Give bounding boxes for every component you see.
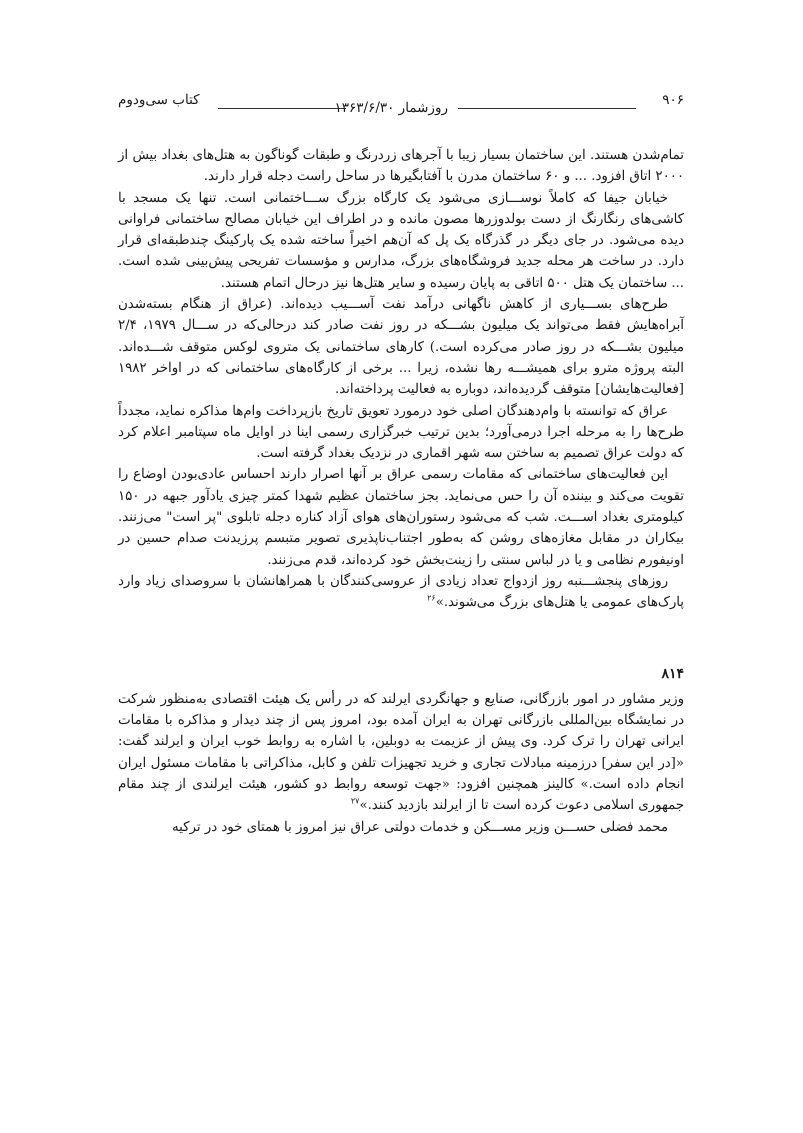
book-title: کتاب سی‌ودوم [118, 92, 200, 108]
footnote-marker: ۲۶ [427, 593, 436, 603]
paragraph-text: وزیر مشاور در امور بازرگانی، صنایع و جهانگردی ایرلند که در رأس یک هیئت اقتصادی به‌منظور شرکت در نمایشگاه بین‌المللی بازرگانی تهران به ایران آمده بود، امروز پس از چند دیدار و مذاکره با مقامات ایرانی تهران را ترک کرد. وی پیش از عزیمت به دوبلین، با اشاره به روابط خوب ایران و ایرلند گفت: «[در این سفر] درزمینه مبادلات تجاری و خرید تجهیزات تلفن و کابل، مذاکراتی با مقامات مسئول ایران انجام داده است.» کالینز همچنین افزود: «جهت توسعه روابط دو کشور، هیئت ایرلندی از چند مقام جمهوری اسلامی دعوت کرده است تا از ایرلند بازدید کنند.» [118, 691, 684, 814]
footnote-marker: ۲۷ [350, 796, 360, 806]
paragraph [118, 689, 684, 817]
header-rule-left [218, 108, 346, 109]
page-number: ۹۰۶ [662, 92, 684, 108]
running-header [118, 88, 684, 118]
paragraph [118, 571, 684, 614]
body-text [118, 145, 684, 838]
paragraph: این فعالیت‌های ساختمانی که مقامات رسمی عراق بر آنها اصرار دارند احساس عادی‌بودن اوضاع را تقویت می‌کند و بیننده آن را حس می‌نماید. بجز ساختمان عظیم شهدا کمتر چیزی یادآور جبهه در ۱۵۰ کیلومتری بغداد اســـت. شب که می‌شود رستوران‌های هوای آزاد کناره دجله تابلوی "پر است" می‌زنند. بیکاران در مقابل مغازه‌های روشن که به‌طور اجتناب‌ناپذیری تصویر متبسم پرزیدنت صدام حسین در اونیفورم نظامی و یا در لباس سنتی را زینت‌بخش خود کرده‌اند، قدم می‌زنند. [118, 467, 684, 568]
paragraph-text: روزهای پنجشـــنبه روز ازدواج تعداد زیادی از عروسی‌کنندگان با همراهانشان با سروصدای زیاد وارد پارک‌های عمومی یا هتل‌های بزرگ می‌شوند.» [118, 573, 684, 611]
paragraph: عراق که توانسته با وام‌دهندگان اصلی خود درمورد تعویق تاریخ بازپرداخت وام‌ها مذاکره نماید، مجدداً طرح‌ها را به مرحله اجرا درمی‌آورد؛ بدین ترتیب خبرگزاری رسمی اینا در اوایل ماه سپتامبر اعلام کرد که دولت عراق تصمیم به ساختن سه شهر اقماری در نزدیک بغداد گرفته است. [118, 403, 684, 462]
paragraph: محمد فضلی حســـن وزیر مســـکن و خدمات دولتی عراق نیز امروز با همتای خود در ترکیه [172, 819, 668, 835]
header-date: روزشمار ۱۳۶۳/۶/۳۰ [334, 100, 448, 116]
paragraph: طرح‌های بســـیاری از کاهش ناگهانی درآمد نفت آســـیب دیده‌اند. (عراق از هنگام بسته‌شدن آبراه‌هایش فقط می‌تواند یک میلیون بشـــکه در روز نفت صادر کند درحالی‌که در ســـال ۱۹۷۹، ۲/۴ میلیون بشـــکه در روز صادر می‌کرده است.) کارهای ساختمانی یک متروی لوکس متوقف شـــده‌اند. البته پروژه مترو برای همیشـــه رها نشده، زیرا ... برخی از کارگاه‌های ساختمانی که در اواخر ۱۹۸۲ [فعالیت‌هایشان] متوقف گردیده‌اند، دوباره به فعالیت پرداخته‌اند. [118, 297, 684, 398]
paragraph: تمام‌شدن هستند. این ساختمان بسیار زیبا با آجرهای زردرنگ و طبقات گوناگون به هتل‌های بغداد بیش از ۲۰۰۰ اتاق افزود. ... و ۶۰ ساختمان مدرن با آفتابگیرها در ساحل راست دجله قرار دارند. [118, 148, 684, 185]
header-rule-right [458, 108, 636, 109]
paragraph: خیابان جیفا که کاملاً نوســـازی می‌شود یک کارگاه بزرگ ســـاختمانی است. تنها یک مسجد با کاشی‌های رنگارنگ از دست بولدوزرها مصون مانده و در اطراف این خیابان مصالح ساختمانی فراوانی دیده می‌شود. در جای دیگر در گذرگاه یک پل که آن‌هم اخیراً ساخته شده یک پارکینگ چندطبقه‌ای قرار دارد. در ساخت هر محله جدید فروشگاه‌های بزرگ، مدارس و مؤسسات تفریحی پیش‌بینی شده است. ... ساختمان یک هتل ۵۰۰ اتاقی به پایان رسیده و سایر هتل‌ها نیز درحال اتمام هستند. [118, 190, 684, 291]
entry-number: ۸۱۴ [661, 665, 684, 682]
